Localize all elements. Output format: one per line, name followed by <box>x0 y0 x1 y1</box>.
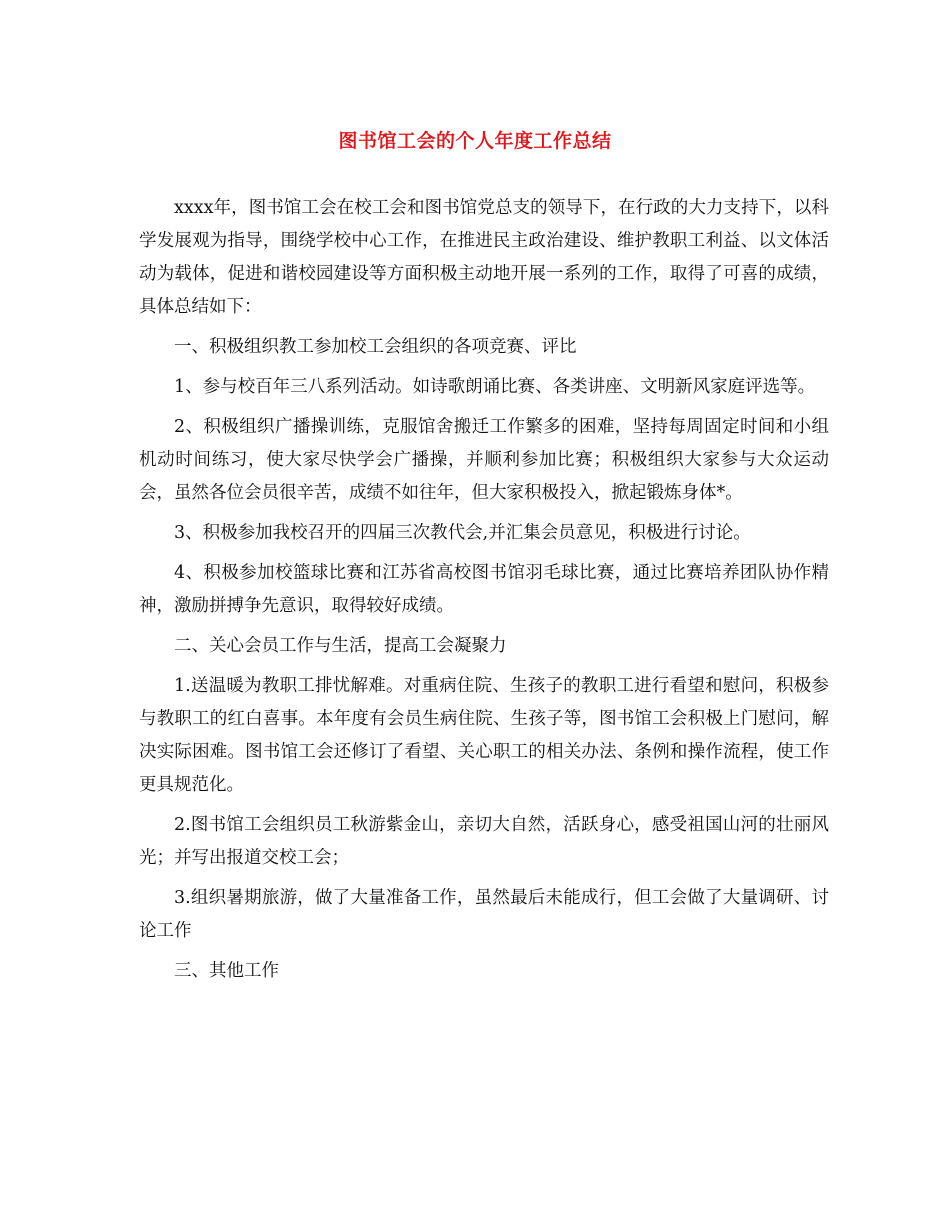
section-heading-3: 三、其他工作 <box>174 961 279 981</box>
section-heading-1: 一、积极组织教工参加校工会组织的各项竞赛、评比 <box>174 337 577 357</box>
section-heading-2: 二、关心会员工作与生活，提高工会凝聚力 <box>174 636 507 656</box>
document-title: 图书馆工会的个人年度工作总结 <box>338 130 612 152</box>
paragraph-2-3: 3.组织暑期旅游，做了大量准备工作，虽然最后未能成行，但工会做了大量调研、讨论工作 <box>139 888 829 941</box>
paragraph-1-4: 4、积极参加校篮球比赛和江苏省高校图书馆羽毛球比赛，通过比赛培养团队协作精神，激励拼搏争先意识，取得较好成绩。 <box>139 563 829 616</box>
paragraph-intro: xxxx年，图书馆工会在校工会和图书馆党总支的领导下，在行政的大力支持下，以科学发展观为指导，围绕学校中心工作，在推进民主政治建设、维护教职工利益、以文体活动为载体，促进和谐校园建设等方面积极主动地开展一系列的工作，取得了可喜的成绩，具体总结如下： <box>139 198 829 317</box>
paragraph-1-3: 3、积极参加我校召开的四届三次教代会,并汇集会员意见，积极进行讨论。 <box>174 523 751 543</box>
paragraph-2-1: 1.送温暖为教职工排忧解难。对重病住院、生孩子的教职工进行看望和慰问，积极参与教职工的红白喜事。本年度有会员生病住院、生孩子等，图书馆工会积极上门慰问，解决实际困难。图书馆工会还修订了看望、关心职工的相关办法、条例和操作流程，使工作更具规范化。 <box>139 676 829 795</box>
paragraph-1-2: 2、积极组织广播操训练，克服馆舍搬迁工作繁多的困难，坚持每周固定时间和小组机动时间练习，使大家尽快学会广播操，并顺利参加比赛；积极组织大家参与大众运动会，虽然各位会员很辛苦，成绩不如往年，但大家积极投入，掀起锻炼身体*。 <box>139 417 829 503</box>
document-body <box>139 192 829 995</box>
paragraph-2-2: 2.图书馆工会组织员工秋游紫金山，亲切大自然，活跃身心，感受祖国山河的壮丽风光；并写出报道交校工会； <box>139 815 829 868</box>
paragraph-1-1: 1、参与校百年三八系列活动。如诗歌朗诵比赛、各类讲座、文明新风家庭评选等。 <box>174 377 816 397</box>
